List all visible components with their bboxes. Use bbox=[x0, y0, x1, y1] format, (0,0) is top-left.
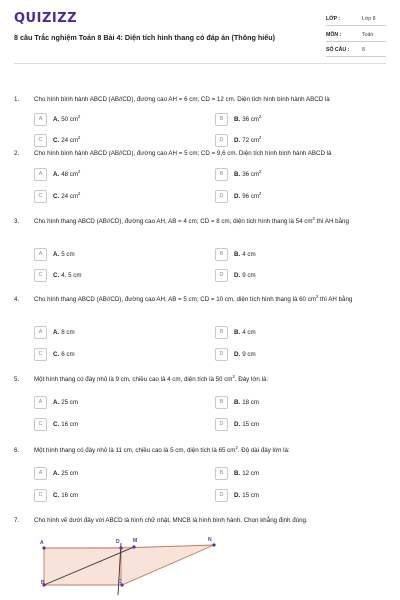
option-label: B. 12 cm bbox=[234, 469, 260, 477]
meta-value: 8 bbox=[362, 47, 365, 53]
figure-shaded-region bbox=[44, 545, 214, 585]
option-marker: C bbox=[34, 134, 47, 147]
option-label: A. 25 cm bbox=[53, 398, 79, 406]
option-marker: A bbox=[34, 326, 47, 339]
question-text: Một hình thang có đáy nhỏ là 9 cm, chiều cao là 4 cm, diện tích là 50 $cm^2$. Đáy lớn là: bbox=[34, 373, 269, 383]
geometry-figure bbox=[34, 535, 224, 595]
option-label: B. 36 $cm^2$ bbox=[234, 168, 262, 178]
question-text: Cho hình bình hành ABCD (AB//CD), đường cao AH = 6 cm; CD = 12 cm. Diện tích hình bình hành ABCD là bbox=[34, 96, 330, 103]
option-marker: C bbox=[34, 190, 47, 203]
point-n bbox=[212, 543, 215, 546]
option-marker: C bbox=[34, 418, 47, 431]
option-marker: B bbox=[215, 113, 228, 126]
option-d[interactable] bbox=[215, 489, 365, 502]
label-m: M bbox=[133, 538, 138, 544]
option-label: B. 36 $cm^2$ bbox=[234, 113, 262, 123]
option-marker: A bbox=[34, 113, 47, 126]
meta-key: MÔN : bbox=[326, 31, 342, 38]
option-c[interactable] bbox=[34, 190, 184, 203]
option-c[interactable] bbox=[34, 134, 184, 147]
question-number: 2. bbox=[14, 150, 20, 157]
option-a[interactable] bbox=[34, 396, 184, 409]
option-b[interactable] bbox=[215, 113, 365, 126]
meta-row-subject bbox=[326, 28, 386, 42]
question-number: 4. bbox=[14, 296, 20, 303]
option-a[interactable] bbox=[34, 113, 184, 126]
option-label: C. 24 $cm^2$ bbox=[53, 190, 81, 200]
meta-row-count bbox=[326, 43, 386, 57]
label-b: B bbox=[41, 580, 45, 586]
question-text: Cho hình vẽ dưới đây với ABCD là hình chữ nhật, MNCB là hình bình hành. Chọn khẳng định đúng. bbox=[34, 517, 308, 524]
option-label: D. 15 cm bbox=[234, 491, 260, 499]
question-number: 6. bbox=[14, 447, 20, 454]
point-a bbox=[42, 546, 45, 549]
label-a: A bbox=[40, 540, 44, 546]
option-label: C. 16 cm bbox=[53, 420, 79, 428]
option-b[interactable] bbox=[215, 326, 365, 339]
option-d[interactable] bbox=[215, 348, 365, 361]
meta-value: Toán bbox=[362, 31, 374, 38]
option-a[interactable] bbox=[34, 248, 184, 261]
option-label: B. 4 cm bbox=[234, 328, 256, 336]
option-label: B. 4 cm bbox=[234, 250, 256, 258]
option-b[interactable] bbox=[215, 248, 365, 261]
option-a[interactable] bbox=[34, 467, 184, 480]
option-marker: B bbox=[215, 396, 228, 409]
question-number: 3. bbox=[14, 218, 20, 225]
option-d[interactable] bbox=[215, 134, 365, 147]
question-text: Một hình thang có đáy nhỏ là 11 cm, chiều cao là 5 cm, diện tích là 65 $cm^2$. Độ dài đáy lớn là: bbox=[34, 444, 290, 454]
option-marker: A bbox=[34, 396, 47, 409]
option-c[interactable] bbox=[34, 269, 184, 282]
point-m bbox=[132, 545, 135, 548]
question-text: Cho hình thang ABCD (AB//CD), đường cao AH, AB = 4 cm; CD = 8 cm, diện tích hình thang là 54 $cm^2$ thì AH bằng bbox=[34, 215, 349, 225]
option-b[interactable] bbox=[215, 396, 365, 409]
option-c[interactable] bbox=[34, 348, 184, 361]
option-marker: D bbox=[215, 418, 228, 431]
question-number: 5. bbox=[14, 376, 20, 383]
quizizz-logo: QUIZIZZ bbox=[14, 11, 78, 26]
option-label: D. 15 cm bbox=[234, 420, 260, 428]
option-marker: D bbox=[215, 269, 228, 282]
option-label: A. 50 $cm^2$ bbox=[53, 113, 81, 123]
option-b[interactable] bbox=[215, 168, 365, 181]
option-marker: C bbox=[34, 269, 47, 282]
option-marker: B bbox=[215, 326, 228, 339]
worksheet-header bbox=[0, 0, 400, 64]
option-label: B. 18 cm bbox=[234, 398, 260, 406]
question-text: Cho hình thang ABCD (AB//CD), đường cao AH, AB = 5 cm; CD = 10 cm, diện tích hình thang là 60 $cm^2$ thì AH bằng bbox=[34, 293, 353, 303]
option-marker: A bbox=[34, 168, 47, 181]
option-label: A. 25 cm bbox=[53, 469, 79, 477]
option-a[interactable] bbox=[34, 326, 184, 339]
meta-key: SỐ CÂU : bbox=[326, 47, 350, 53]
option-marker: A bbox=[34, 467, 47, 480]
option-marker: D bbox=[215, 489, 228, 502]
question-number: 1. bbox=[14, 96, 20, 103]
option-d[interactable] bbox=[215, 190, 365, 203]
option-label: D. 96 $cm^2$ bbox=[234, 190, 262, 200]
option-marker: B bbox=[215, 168, 228, 181]
meta-table bbox=[326, 12, 386, 59]
option-marker: A bbox=[34, 248, 47, 261]
figure-svg bbox=[34, 535, 224, 595]
option-label: C. 24 $cm^2$ bbox=[53, 134, 81, 144]
option-d[interactable] bbox=[215, 269, 365, 282]
question-text: Cho hình bình hành ABCD (AB//CD), đường cao AH = 5 cm; CD = 9,6 cm. Diện tích hình bình hành ABCD là bbox=[34, 150, 332, 157]
option-label: A. 5 cm bbox=[53, 250, 75, 258]
option-label: A. 48 $cm^2$ bbox=[53, 168, 81, 178]
option-marker: C bbox=[34, 348, 47, 361]
option-c[interactable] bbox=[34, 489, 184, 502]
label-c: C bbox=[118, 579, 122, 585]
option-d[interactable] bbox=[215, 418, 365, 431]
worksheet-title: 8 câu Trắc nghiệm Toán 8 Bài 4: Diện tích hình thang có đáp án (Thông hiểu) bbox=[14, 33, 276, 42]
option-label: D. 72 $cm^2$ bbox=[234, 134, 262, 144]
label-n: N bbox=[208, 537, 212, 543]
option-b[interactable] bbox=[215, 467, 365, 480]
option-label: C. 4, 5 cm bbox=[53, 271, 82, 279]
meta-value: Lớp 8 bbox=[362, 16, 376, 22]
option-a[interactable] bbox=[34, 168, 184, 181]
option-marker: C bbox=[34, 489, 47, 502]
label-d: D bbox=[116, 539, 120, 545]
header-divider bbox=[14, 63, 386, 64]
meta-row-grade bbox=[326, 12, 386, 26]
option-marker: B bbox=[215, 467, 228, 480]
option-marker: D bbox=[215, 134, 228, 147]
option-label: C. 6 cm bbox=[53, 350, 75, 358]
option-label: A. 8 cm bbox=[53, 328, 75, 336]
option-label: D. 9 cm bbox=[234, 271, 256, 279]
option-c[interactable] bbox=[34, 418, 184, 431]
option-label: D. 9 cm bbox=[234, 350, 256, 358]
option-marker: D bbox=[215, 190, 228, 203]
option-label: C. 16 cm bbox=[53, 491, 79, 499]
meta-key: LỚP : bbox=[326, 16, 341, 22]
point-d bbox=[119, 546, 122, 549]
option-marker: B bbox=[215, 248, 228, 261]
question-number: 7. bbox=[14, 517, 20, 524]
option-marker: D bbox=[215, 348, 228, 361]
